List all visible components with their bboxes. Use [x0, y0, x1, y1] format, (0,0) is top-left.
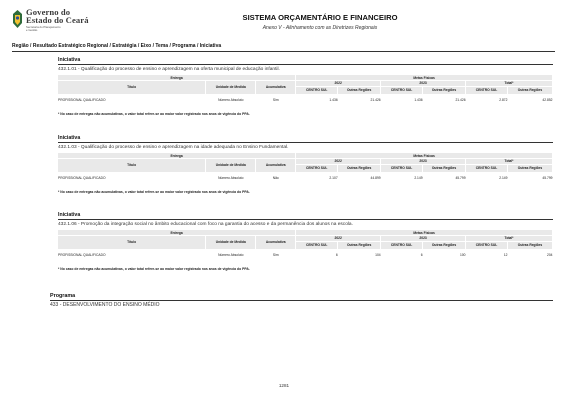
row-centro-sul-2022: 2.107	[329, 175, 338, 180]
entrega-header: Entrega	[58, 75, 296, 81]
outras-regioes-header: Outras Regiões	[507, 241, 552, 249]
row-outras-2022: 104	[375, 252, 381, 257]
total-header: Total*	[466, 236, 553, 242]
table-footnote: * No caso de entregas não acumulativas, o valor total refere-se ao maior valor registrado nos anos de vigência do PPA.	[58, 190, 250, 194]
row-titulo: PROFISSIONAL QUALIFICADO	[58, 175, 106, 180]
metas-table	[58, 230, 553, 257]
titulo-header: Título	[58, 81, 206, 95]
row-centro-sul-2022: 1.436	[329, 97, 338, 102]
unidade-header: Unidade de Medida	[206, 236, 256, 250]
total-header: Total*	[466, 81, 553, 87]
row-outras-2022: 44.899	[370, 175, 381, 180]
iniciativa-label: Iniciativa	[58, 57, 81, 63]
centro-sul-header: CENTRO SUL	[381, 164, 423, 172]
row-centro-sul-total: 12	[503, 252, 508, 257]
row-acumulativa: Sim	[272, 97, 279, 102]
table-row	[58, 98, 553, 102]
programa-divider	[50, 300, 553, 301]
year-2022-header: 2022	[296, 236, 381, 242]
entrega-header: Entrega	[58, 153, 296, 159]
table-footnote: * No caso de entregas não acumulativas, o valor total refere-se ao maior valor registrado nos anos de vigência do PPA.	[58, 267, 250, 271]
centro-sul-header: CENTRO SUL	[466, 86, 508, 94]
row-outras-2023: 21.426	[455, 97, 466, 102]
iniciativa-section	[58, 212, 553, 228]
table-row	[58, 176, 553, 180]
row-titulo: PROFISSIONAL QUALIFICADO	[58, 97, 106, 102]
row-centro-sul-2022: 6	[335, 252, 338, 257]
row-unidade: Número Absoluto	[218, 97, 244, 102]
iniciativa-section	[58, 135, 553, 151]
row-outras-total: 204	[546, 252, 553, 257]
page-number: 1281	[278, 383, 290, 388]
centro-sul-header: CENTRO SUL	[296, 164, 338, 172]
outras-regioes-header: Outras Regiões	[507, 86, 552, 94]
iniciativa-text: 432.1.06 - Promoção da integração social no âmbito educacional com foco na garantia do acesso e da permanência dos alunos na escola.	[58, 222, 353, 227]
row-outras-total: 42.852	[542, 97, 553, 102]
year-2023-header: 2023	[381, 81, 466, 87]
row-titulo: PROFISSIONAL QUALIFICADO	[58, 252, 106, 257]
year-2023-header: 2023	[381, 159, 466, 165]
row-outras-2022: 21.426	[370, 97, 381, 102]
unidade-header: Unidade de Medida	[206, 81, 256, 95]
outras-regioes-header: Outras Regiões	[423, 164, 466, 172]
iniciativa-section	[58, 57, 553, 73]
row-outras-total: 45.799	[542, 175, 553, 180]
outras-regioes-header: Outras Regiões	[507, 164, 552, 172]
logo-title	[26, 8, 89, 25]
row-outras-2023: 100	[460, 252, 466, 257]
acumulativa-header: Acumulativa	[256, 236, 296, 250]
row-acumulativa: Sim	[272, 252, 279, 257]
centro-sul-header: CENTRO SUL	[296, 241, 338, 249]
iniciativa-label: Iniciativa	[58, 135, 81, 141]
row-unidade: Número Absoluto	[218, 252, 244, 257]
logo-line-1: Governo do	[26, 7, 71, 17]
iniciativa-divider	[58, 219, 553, 220]
iniciativa-divider	[58, 64, 553, 65]
iniciativa-divider	[58, 142, 553, 143]
metas-table	[58, 75, 553, 102]
metas-header: Metas Físicas	[296, 75, 553, 81]
titulo-header: Título	[58, 159, 206, 173]
metas-header: Metas Físicas	[296, 153, 553, 159]
unidade-header: Unidade de Medida	[206, 159, 256, 173]
ceara-emblem-icon	[12, 9, 23, 29]
centro-sul-header: CENTRO SUL	[466, 164, 508, 172]
acumulativa-header: Acumulativa	[256, 159, 296, 173]
logo-line-2: Estado do Ceará	[26, 15, 89, 26]
centro-sul-header: CENTRO SUL	[296, 86, 338, 94]
logo-sub-2: e Gestão	[26, 28, 38, 33]
outras-regioes-header: Outras Regiões	[338, 164, 381, 172]
logo-subtitle	[26, 26, 61, 32]
row-outras-2023: 45.799	[455, 175, 466, 180]
row-centro-sul-2023: 6	[420, 252, 423, 257]
centro-sul-header: CENTRO SUL	[381, 86, 423, 94]
report-title: SISTEMA ORÇAMENTÁRIO E FINANCEIRO	[242, 13, 398, 22]
row-centro-sul-2023: 1.436	[414, 97, 423, 102]
total-header: Total*	[466, 159, 553, 165]
outras-regioes-header: Outras Regiões	[338, 86, 381, 94]
programa-text: 433 - DESENVOLVIMENTO DO ENSINO MÉDIO	[50, 302, 160, 308]
row-centro-sul-total: 2.149	[499, 175, 508, 180]
row-centro-sul-total: 2.872	[499, 97, 508, 102]
metas-header: Metas Físicas	[296, 230, 553, 236]
row-acumulativa: Não	[272, 175, 279, 180]
breadcrumb-divider	[12, 51, 555, 52]
breadcrumb: Região / Resultado Estratégico Regional / Estratégia / Eixo / Tema / Programa / Iniciativa	[12, 43, 222, 49]
iniciativa-text: 432.1.03 - Qualificação do processo de ensino e aprendizagem na idade adequada no Ensino Fundamental.	[58, 145, 289, 150]
row-centro-sul-2023: 2.149	[414, 175, 423, 180]
metas-table	[58, 153, 553, 180]
row-unidade: Número Absoluto	[218, 175, 244, 180]
table-row	[58, 253, 553, 257]
year-2022-header: 2022	[296, 81, 381, 87]
entrega-header: Entrega	[58, 230, 296, 236]
centro-sul-header: CENTRO SUL	[381, 241, 423, 249]
table-footnote: * No caso de entregas não acumulativas, o valor total refere-se ao maior valor registrado nos anos de vigência do PPA.	[58, 112, 250, 116]
programa-label: Programa	[50, 293, 76, 299]
report-subtitle: Anexo V - Alinhamento com as Diretrizes Regionais	[262, 25, 378, 31]
titulo-header: Título	[58, 236, 206, 250]
iniciativa-text: 432.1.01 - Qualificação do processo de ensino e aprendizagem na oferta municipal de educação infantil.	[58, 67, 280, 72]
outras-regioes-header: Outras Regiões	[423, 241, 466, 249]
outras-regioes-header: Outras Regiões	[338, 241, 381, 249]
year-2023-header: 2023	[381, 236, 466, 242]
year-2022-header: 2022	[296, 159, 381, 165]
outras-regioes-header: Outras Regiões	[423, 86, 466, 94]
acumulativa-header: Acumulativa	[256, 81, 296, 95]
centro-sul-header: CENTRO SUL	[466, 241, 508, 249]
iniciativa-label: Iniciativa	[58, 212, 81, 218]
logo	[12, 8, 92, 34]
logo-sub-1: Secretaria do Planejamento	[26, 25, 61, 29]
